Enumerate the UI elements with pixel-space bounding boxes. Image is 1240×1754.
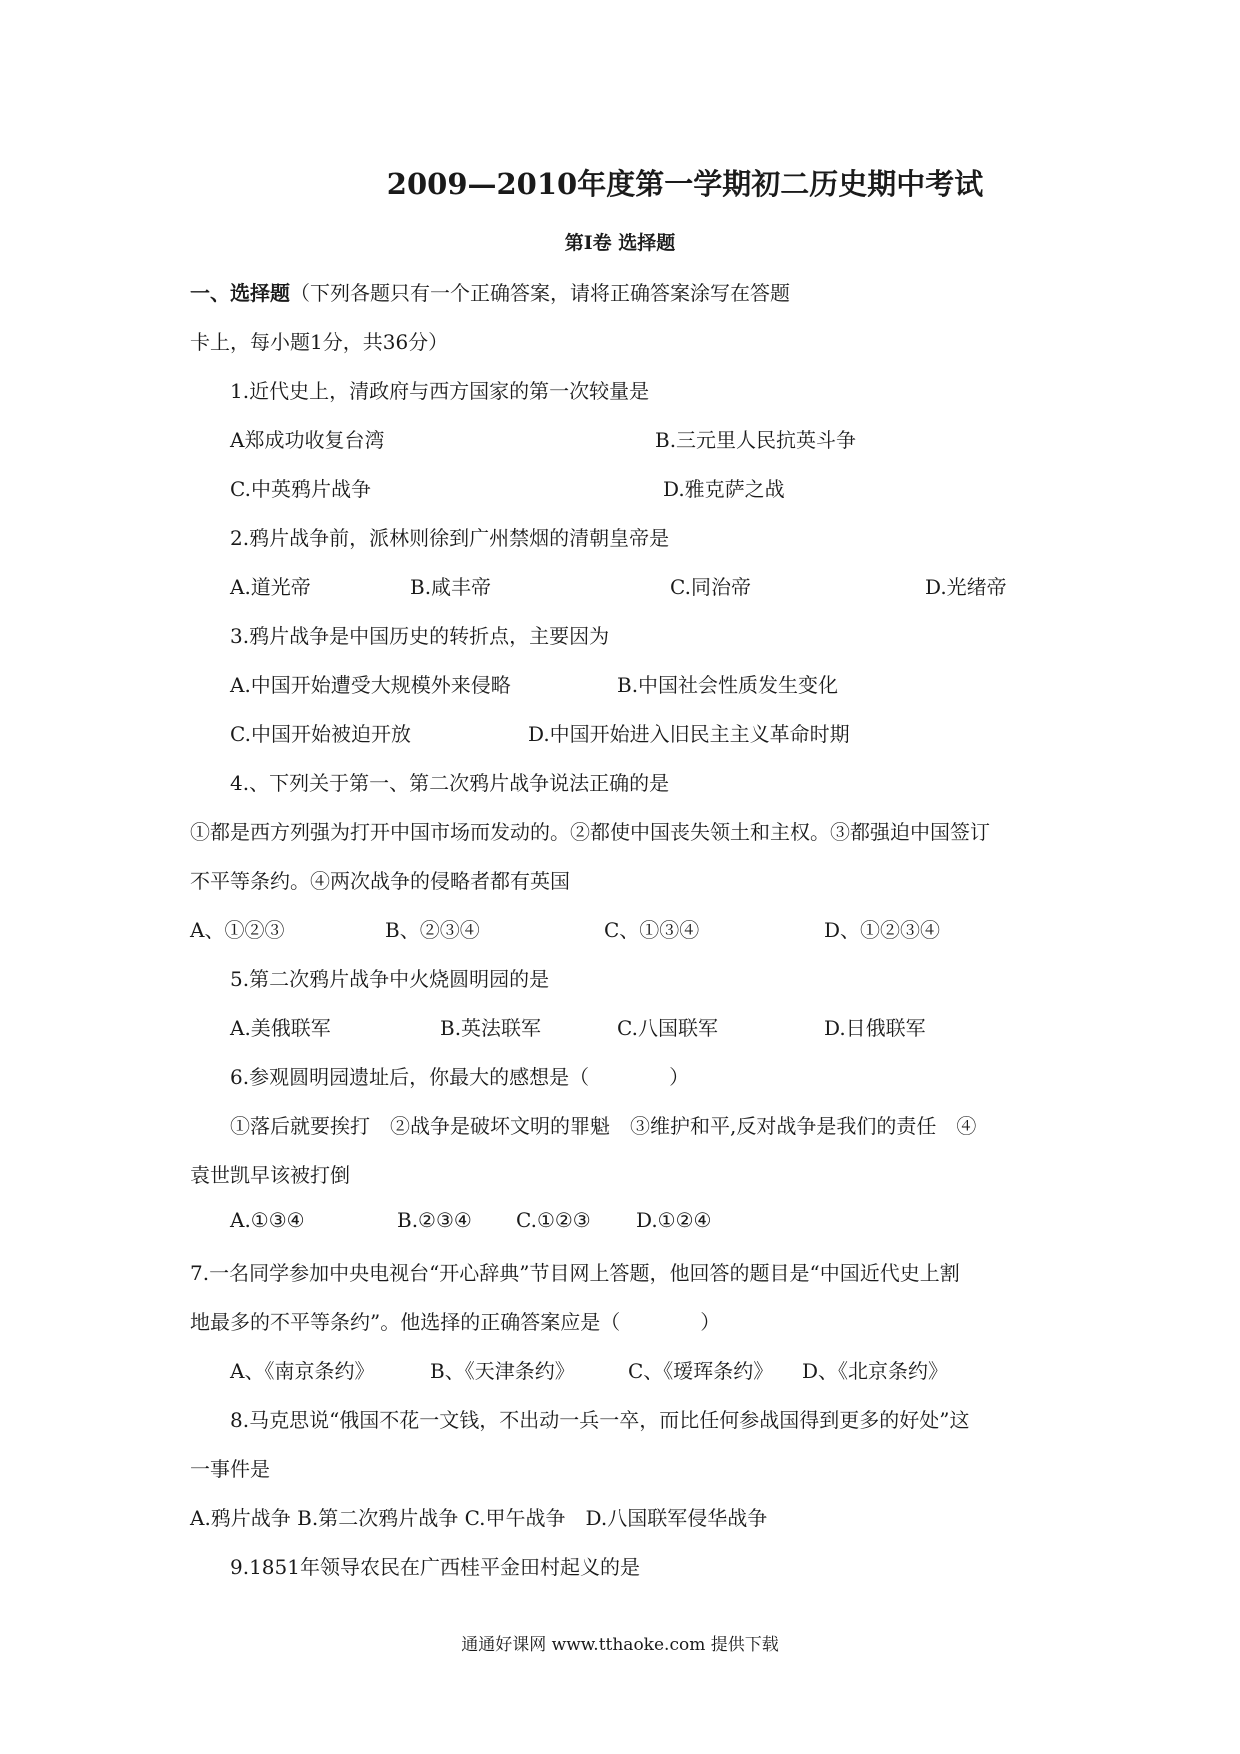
q5-option-d: D.日俄联军 [824,1016,926,1040]
q1-option-d: D.雅克萨之战 [663,477,785,501]
q7-option-b: B、《天津条约》 [430,1359,575,1383]
q7-option-a: A、《南京条约》 [230,1359,375,1383]
q8-line-2: 一事件是 [190,1457,270,1481]
q4-option-c: C、①③④ [604,918,700,942]
q2-stem: 2.鸦片战争前，派林则徐到广州禁烟的清朝皇帝是 [230,526,670,550]
q4-line-2: 不平等条约。④两次战争的侵略者都有英国 [190,869,570,893]
q1-stem: 1.近代史上，清政府与西方国家的第一次较量是 [230,379,650,403]
q4-option-a: A、①②③ [190,918,285,942]
paper-subtitle: 第Ⅰ卷 选择题 [564,232,676,254]
section-heading: 一、选择题 [190,281,290,305]
q7-option-c: C、《瑷珲条约》 [628,1359,774,1383]
q1-option-a: A郑成功收复台湾 [230,428,385,452]
q4-line-1: ①都是西方列强为打开中国市场而发动的。②都使中国丧失领土和主权。③都强迫中国签订 [190,820,990,844]
q6-option-d: D.①②④ [636,1208,712,1232]
q6-stem: 6.参观圆明园遗址后，你最大的感想是（ ） [230,1065,690,1089]
q7-line-2: 地最多的不平等条约”。他选择的正确答案应是（ ） [190,1310,721,1334]
q7-option-d: D、《北京条约》 [802,1359,949,1383]
q5-option-b: B.英法联军 [440,1016,542,1040]
section-heading-line [190,277,790,306]
q6-line-1: ①落后就要挨打 ②战争是破坏文明的罪魁 ③维护和平,反对战争是我们的责任 ④ [230,1114,977,1138]
q9-stem: 9.1851年领导农民在广西桂平金田村起义的是 [230,1555,640,1579]
q1-option-b: B.三元里人民抗英斗争 [655,428,857,452]
q5-option-c: C.八国联军 [617,1016,718,1040]
q3-option-d: D.中国开始进入旧民主主义革命时期 [528,722,850,746]
exam-title: 2009—2010年度第一学期初二历史期中考试 [386,167,984,201]
q7-line-1: 7.一名同学参加中央电视台“开心辞典”节目网上答题，他回答的题目是“中国近代史上割 [190,1261,960,1285]
q3-option-a: A.中国开始遭受大规模外来侵略 [230,673,511,697]
footer-source: 通通好课网 www.tthaoke.com 提供下载 [461,1635,779,1655]
q6-option-b: B.②③④ [397,1208,472,1232]
q5-stem: 5.第二次鸦片战争中火烧圆明园的是 [230,967,550,991]
q2-option-a: A.道光帝 [230,575,311,599]
section-note-1: （下列各题只有一个正确答案，请将正确答案涂写在答题 [290,281,790,305]
q6-line-2: 袁世凯早该被打倒 [190,1163,350,1187]
q8-options: A.鸦片战争 B.第二次鸦片战争 C.甲午战争 D.八国联军侵华战争 [190,1506,768,1530]
q1-option-c: C.中英鸦片战争 [230,477,371,501]
q2-option-c: C.同治帝 [670,575,751,599]
q4-option-b: B、②③④ [385,918,480,942]
q3-option-b: B.中国社会性质发生变化 [617,673,839,697]
q4-stem: 4.、下列关于第一、第二次鸦片战争说法正确的是 [230,771,670,795]
q8-line-1: 8.马克思说“俄国不花一文钱，不出动一兵一卒，而比任何参战国得到更多的好处”这 [230,1408,970,1432]
q5-option-a: A.美俄联军 [230,1016,331,1040]
q4-option-d: D、①②③④ [824,918,941,942]
section-note-2: 卡上，每小题1分，共36分） [190,330,449,354]
q3-stem: 3.鸦片战争是中国历史的转折点，主要因为 [230,624,610,648]
q2-option-b: B.咸丰帝 [410,575,492,599]
q2-option-d: D.光绪帝 [925,575,1007,599]
q3-option-c: C.中国开始被迫开放 [230,722,411,746]
q6-option-c: C.①②③ [516,1208,591,1232]
q6-option-a: A.①③④ [230,1208,305,1232]
